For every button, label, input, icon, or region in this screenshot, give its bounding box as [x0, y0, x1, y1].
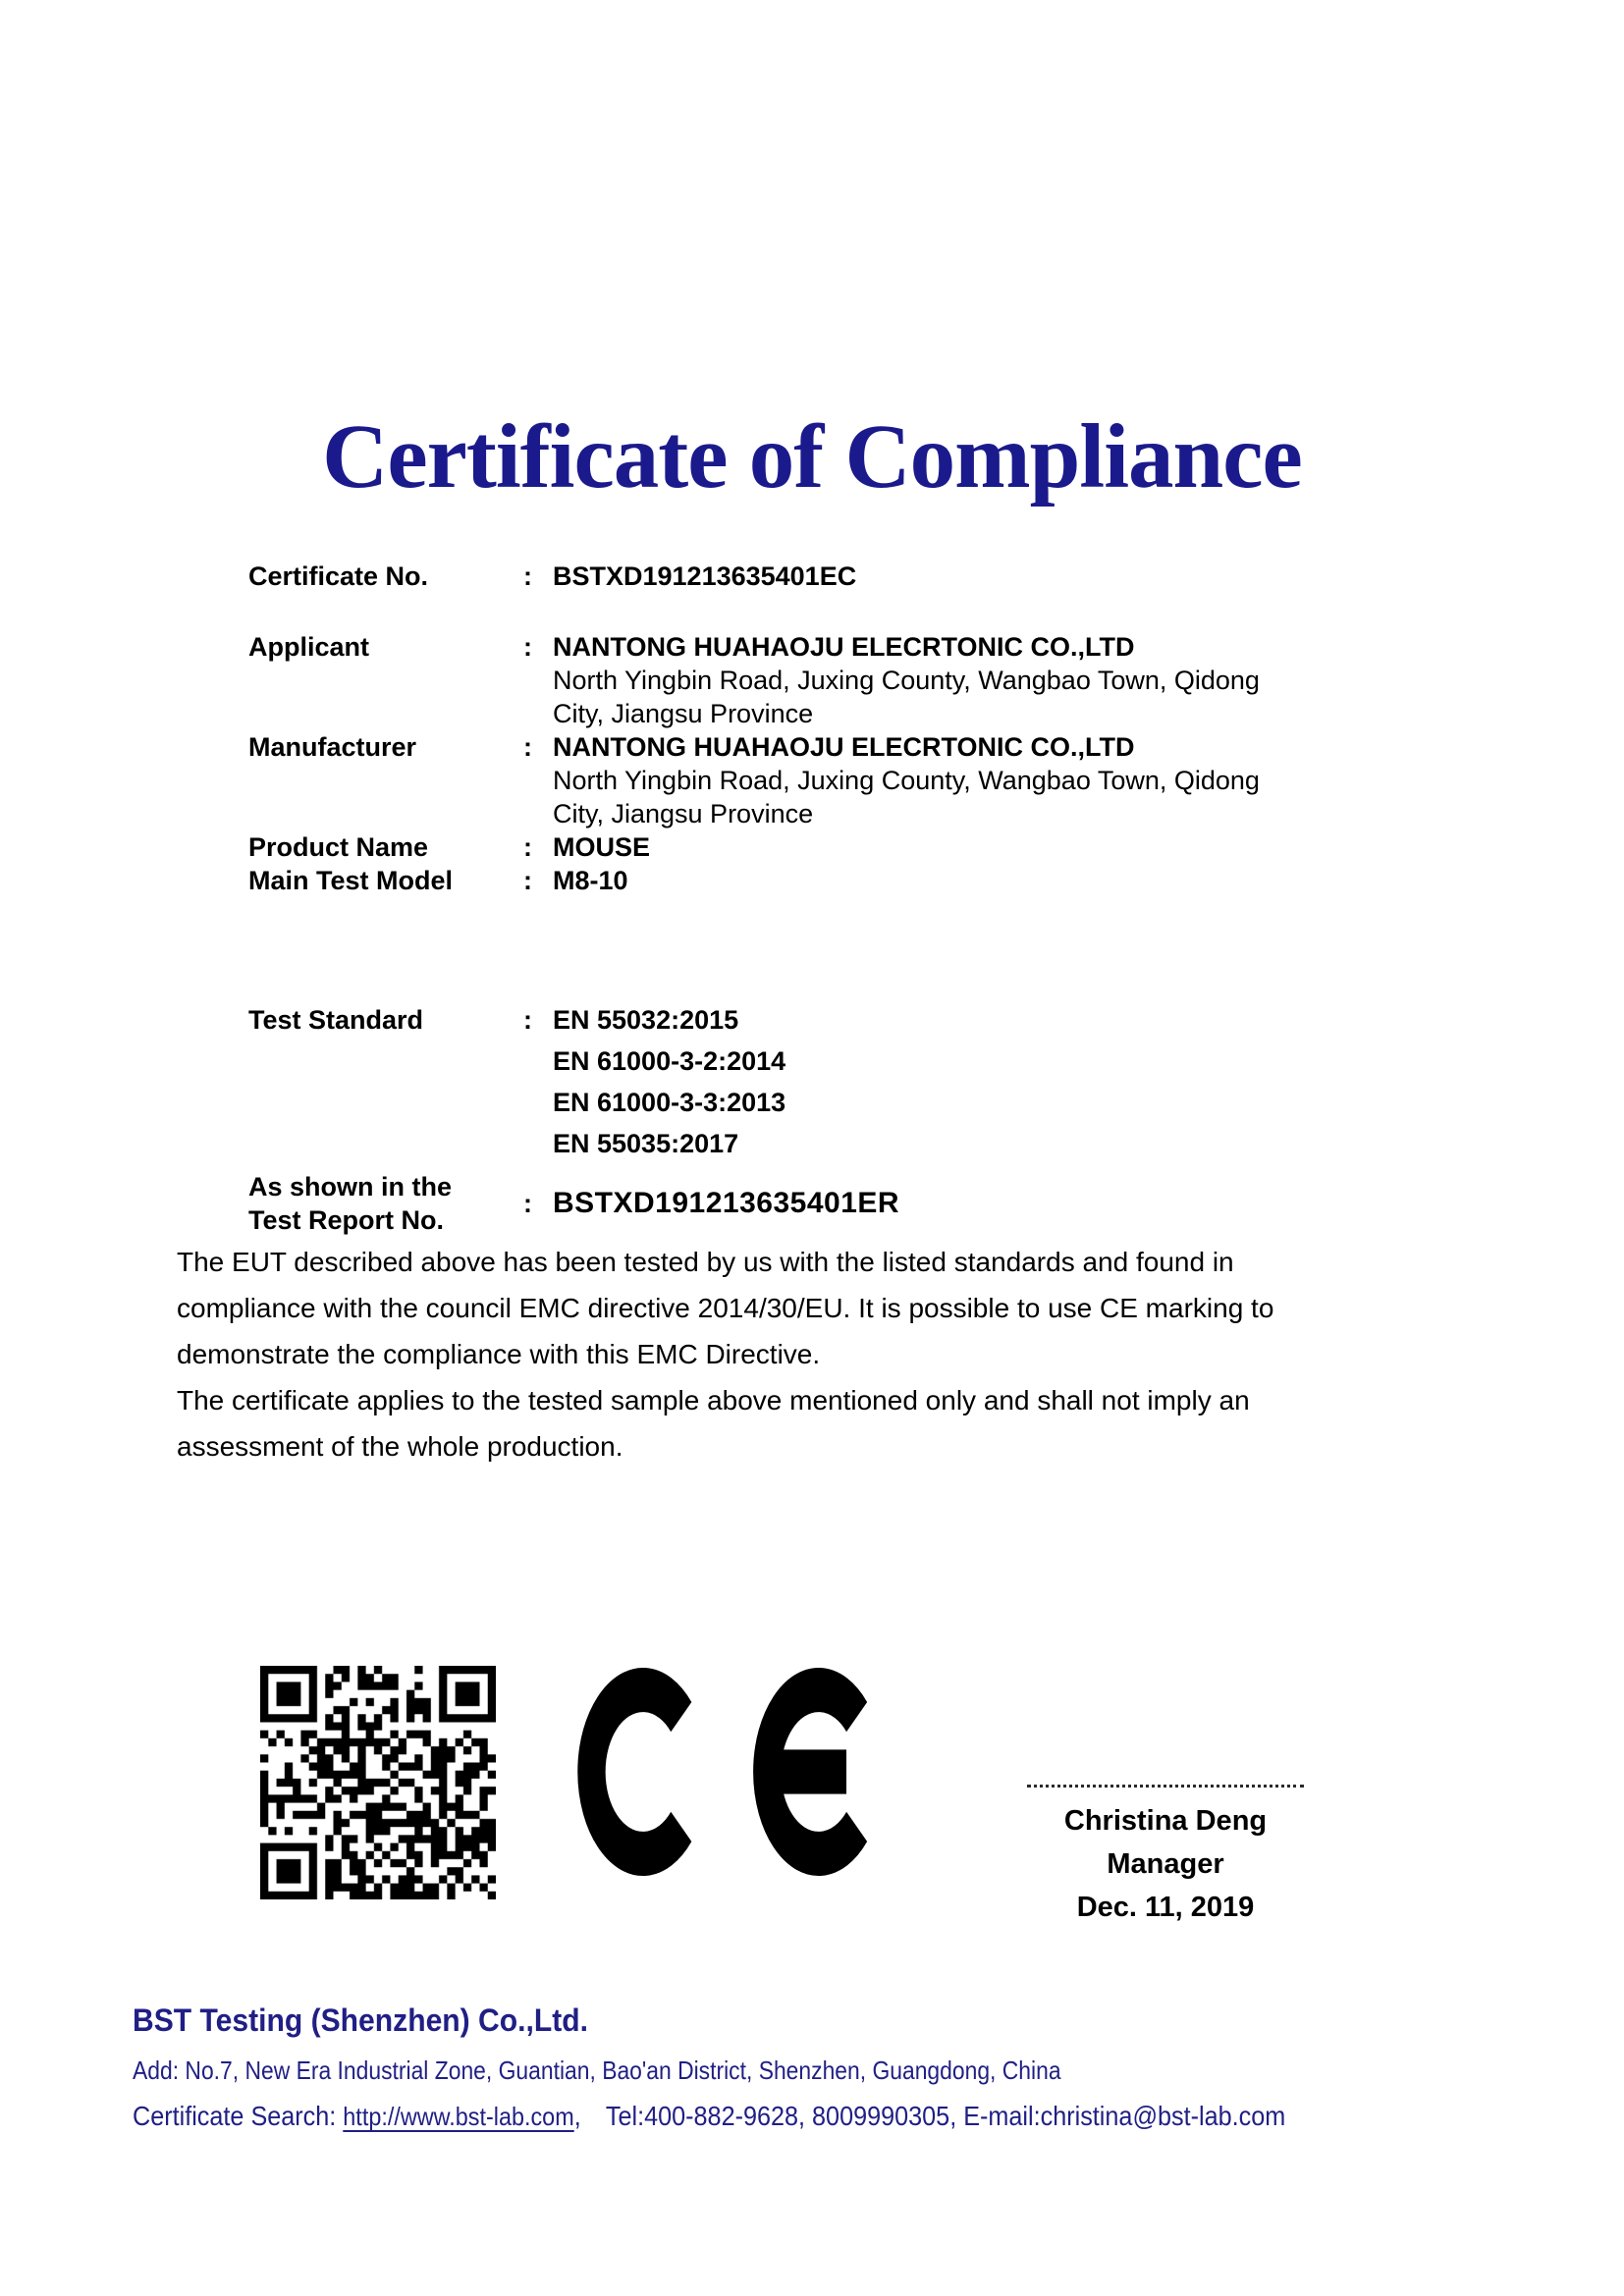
certificate-details — [248, 560, 1446, 1237]
colon: : — [523, 732, 532, 762]
product-name-value: MOUSE — [553, 832, 651, 862]
footer-address: Add: No.7, New Era Industrial Zone, Guantian, Bao'an District, Shenzhen, Guangdong, China — [133, 2056, 1061, 2085]
footer-contact: Tel:400-882-9628, 8009990305, E-mail:christina@bst-lab.com — [605, 2101, 1286, 2131]
manufacturer-value — [553, 730, 1260, 830]
test-report-no-label-line2: Test Report No. — [248, 1205, 445, 1235]
qr-code-icon — [260, 1666, 496, 1899]
row-product-name — [248, 830, 1446, 864]
statement-paragraph-1: The EUT described above has been tested by us with the listed standards and found in compliance with the council EMC directive 2014/30/EU. It is possible to use CE marking to demonstrate the compliance with this EMC Directive. — [177, 1247, 1274, 1369]
colon: : — [523, 1189, 532, 1218]
test-standard-item: EN 61000-3-2:2014 — [553, 1046, 786, 1076]
test-report-no-value: BSTXD191213635401ER — [553, 1187, 900, 1219]
manufacturer-address-line2: City, Jiangsu Province — [553, 799, 814, 828]
test-standard-item: EN 55035:2017 — [553, 1129, 739, 1158]
row-test-standard — [248, 999, 1446, 1164]
colon: : — [523, 632, 532, 662]
colon: : — [523, 1005, 532, 1035]
colon: : — [523, 832, 532, 862]
certificate-title: Certificate of Compliance — [322, 406, 1302, 507]
certificate-no-value: BSTXD191213635401EC — [553, 561, 857, 591]
applicant-company: NANTONG HUAHAOJU ELECRTONIC CO.,LTD — [553, 632, 1135, 662]
row-main-test-model — [248, 864, 1446, 897]
test-standard-label: Test Standard — [248, 1005, 424, 1035]
ce-mark-icon — [576, 1666, 867, 1878]
colon: : — [523, 866, 532, 895]
qr-code — [260, 1666, 496, 1899]
applicant-value — [553, 630, 1260, 730]
manufacturer-address-line1: North Yingbin Road, Juxing County, Wangbao Town, Qidong — [553, 766, 1260, 795]
search-separator: , — [573, 2101, 581, 2131]
signatory-name: Christina Deng — [1063, 1805, 1268, 1837]
certificate-search-label: Certificate Search: — [133, 2101, 337, 2131]
signatory-role: Manager — [1107, 1848, 1224, 1880]
row-certificate-no — [248, 560, 1446, 593]
applicant-address-line2: City, Jiangsu Province — [553, 699, 814, 728]
statement-paragraph-2: The certificate applies to the tested sample above mentioned only and shall not imply an assessment of the whole production. — [177, 1385, 1250, 1462]
applicant-address-line1: North Yingbin Road, Juxing County, Wangbao Town, Qidong — [553, 666, 1260, 695]
test-report-no-label-line1: As shown in the — [248, 1172, 453, 1201]
ce-mark — [576, 1666, 867, 1878]
certificate-no-label: Certificate No. — [248, 561, 429, 591]
main-test-model-label: Main Test Model — [248, 866, 454, 895]
applicant-label: Applicant — [248, 632, 370, 662]
signature-block — [1023, 1785, 1308, 1929]
main-test-model-value: M8-10 — [553, 866, 628, 895]
footer-company-name: BST Testing (Shenzhen) Co.,Ltd. — [133, 2002, 588, 2038]
test-standard-item: EN 61000-3-3:2013 — [553, 1088, 786, 1117]
manufacturer-label: Manufacturer — [248, 732, 417, 762]
row-manufacturer — [248, 730, 1446, 830]
footer-search-line — [133, 2101, 1285, 2132]
signature-dotted-line — [1027, 1785, 1304, 1788]
test-standard-item: EN 55032:2015 — [553, 1005, 739, 1035]
certificate-search-link[interactable]: http://www.bst-lab.com — [343, 2102, 574, 2131]
manufacturer-company: NANTONG HUAHAOJU ELECRTONIC CO.,LTD — [553, 732, 1135, 762]
colon: : — [523, 561, 532, 591]
test-standard-list — [553, 999, 785, 1164]
statement-text — [177, 1239, 1340, 1469]
footer — [133, 2002, 1527, 2132]
test-report-no-label — [248, 1170, 523, 1237]
signature-date: Dec. 11, 2019 — [1076, 1892, 1255, 1923]
row-test-report-no — [248, 1170, 1446, 1237]
product-name-label: Product Name — [248, 832, 429, 862]
row-applicant — [248, 630, 1446, 730]
